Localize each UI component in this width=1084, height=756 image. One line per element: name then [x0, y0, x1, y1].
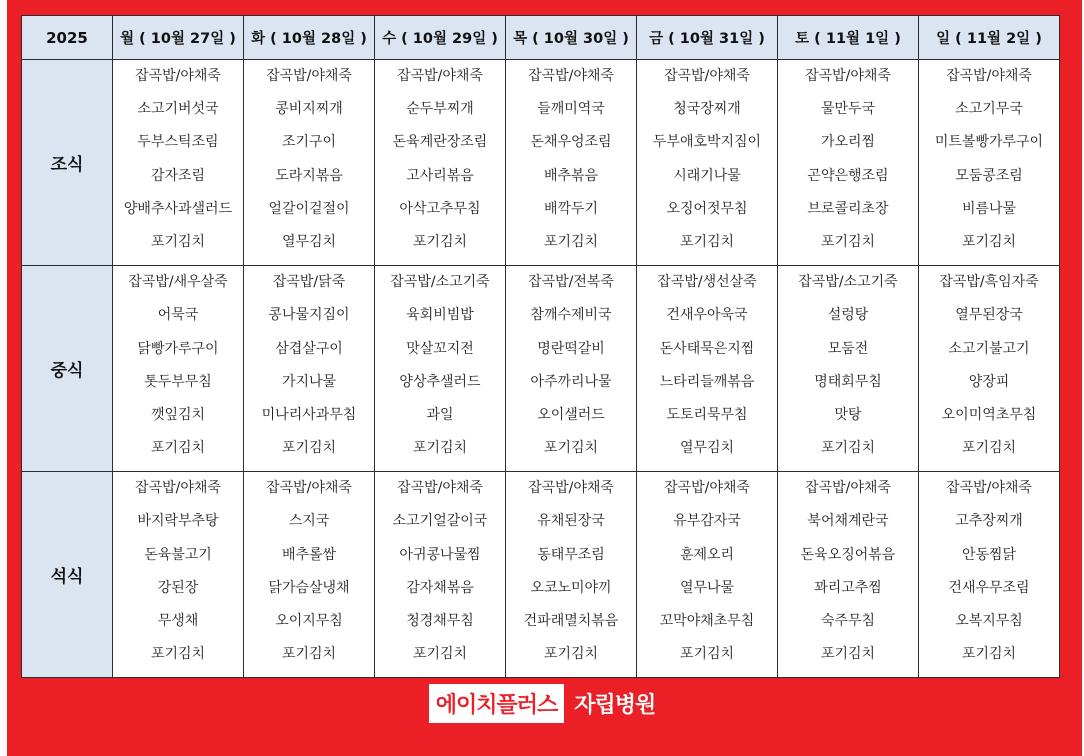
dish-item: 잡곡밥/야채죽: [664, 68, 750, 84]
dish-item: 훈제오리: [679, 546, 735, 563]
dish-item: 돈육불고기: [144, 546, 212, 563]
dish-item: 포기김치: [543, 440, 599, 457]
dish-list: [919, 472, 1059, 677]
dish-item: 얼갈이겉절이: [268, 200, 350, 217]
menu-cell-dinner-tue: [244, 472, 375, 678]
dish-item: 미나리사과무침: [261, 406, 357, 423]
meal-row-breakfast: [22, 60, 1060, 266]
dish-list: [113, 60, 243, 265]
dish-item: 잡곡밥/야채죽: [397, 480, 483, 497]
dish-item: 열무나물: [679, 579, 735, 596]
menu-cell-lunch-sat: [778, 266, 919, 472]
dish-item: 포기김치: [820, 233, 876, 250]
dish-item: 가오리찜: [820, 134, 876, 151]
dish-list: [637, 472, 777, 677]
dish-item: 아삭고추무침: [399, 200, 481, 217]
dish-item: 닭가슴살냉채: [268, 579, 350, 596]
dish-item: 모둠전: [827, 340, 869, 357]
dish-item: 배추롤쌈: [281, 546, 337, 563]
dish-item: 콩나물지짐이: [268, 307, 350, 324]
dish-item: 잡곡밥/소고기죽: [798, 274, 898, 291]
dish-item: 바지락부추탕: [137, 513, 219, 530]
meal-row-dinner: [22, 472, 1060, 678]
day-header-wed: 수 ( 10월 29일 ): [375, 16, 506, 60]
menu-cell-dinner-fri: [637, 472, 778, 678]
dish-item: 삼겹살구이: [275, 340, 343, 357]
dish-item: 깻잎김치: [150, 406, 206, 423]
dish-item: 잡곡밥/생선살죽: [657, 274, 757, 291]
dish-item: 포기김치: [281, 646, 337, 663]
menu-cell-dinner-wed: [375, 472, 506, 678]
dish-item: 고사리볶음: [406, 167, 474, 184]
dish-list: [506, 266, 636, 471]
dish-item: 포기김치: [679, 233, 735, 250]
dish-item: 포기김치: [961, 440, 1017, 457]
dish-item: 양상추샐러드: [399, 373, 481, 390]
dish-item: 포기김치: [150, 646, 206, 663]
dish-list: [244, 266, 374, 471]
dish-item: 포기김치: [679, 646, 735, 663]
dish-item: 북어채계란국: [807, 513, 889, 530]
dish-item: 배추볶음: [543, 167, 599, 184]
dish-item: 두부애호박지짐이: [652, 134, 762, 151]
day-header-tue: 화 ( 10월 28일 ): [244, 16, 375, 60]
dish-item: 잡곡밥/야채죽: [135, 68, 221, 84]
dish-item: 청국장찌개: [673, 101, 741, 118]
dish-item: 소고기얼갈이국: [392, 513, 488, 530]
dish-item: 명태회무침: [814, 373, 882, 390]
dish-item: 순두부찌개: [406, 101, 474, 118]
dish-item: 건파래멸치볶음: [523, 613, 619, 629]
menu-cell-dinner-mon: [113, 472, 244, 678]
dish-item: 동태무조림: [537, 546, 605, 563]
dish-item: 잡곡밥/닭죽: [272, 274, 346, 291]
meal-row-lunch: [22, 266, 1060, 472]
menu-cell-lunch-fri: [637, 266, 778, 472]
dish-item: 꽈리고추찜: [814, 579, 882, 596]
dish-item: 양배추사과샐러드: [123, 200, 233, 217]
dish-item: 포기김치: [412, 646, 468, 663]
dish-item: 포기김치: [820, 646, 876, 663]
dish-item: 열무된장국: [955, 307, 1023, 324]
dish-item: 육회비빔밥: [406, 307, 474, 324]
dish-item: 잡곡밥/흑임자죽: [939, 274, 1039, 291]
dish-item: 잡곡밥/야채죽: [805, 68, 891, 84]
dish-item: 물만두국: [820, 101, 876, 118]
dish-item: 포기김치: [820, 440, 876, 457]
footer-logo: [0, 683, 1084, 723]
meal-label-lunch: 중식: [22, 266, 113, 472]
dish-item: 포기김치: [150, 233, 206, 250]
dish-list: [919, 60, 1059, 265]
dish-item: 열무김치: [281, 233, 337, 250]
dish-item: 감자채볶음: [406, 579, 474, 596]
menu-cell-dinner-sun: [919, 472, 1060, 678]
dish-item: 청경채무침: [406, 613, 474, 629]
dish-item: 양장피: [968, 373, 1010, 390]
dish-item: 강된장: [157, 579, 199, 596]
dish-item: 잡곡밥/야채죽: [664, 480, 750, 497]
dish-item: 소고기버섯국: [137, 101, 219, 118]
dish-item: 오코노미야끼: [530, 579, 612, 596]
dish-item: 감자조림: [150, 167, 206, 184]
dish-item: 명란떡갈비: [537, 340, 605, 357]
dish-item: 시래기나물: [673, 167, 741, 184]
dish-item: 유부감자국: [673, 513, 741, 530]
dish-item: 닭빵가루구이: [137, 340, 219, 357]
menu-cell-lunch-mon: [113, 266, 244, 472]
dish-list: [375, 60, 505, 265]
menu-cell-lunch-sun: [919, 266, 1060, 472]
dish-item: 유채된장국: [537, 513, 605, 530]
year-header: 2025: [22, 16, 113, 60]
dish-item: 도토리묵무침: [666, 406, 748, 423]
menu-cell-breakfast-sat: [778, 60, 919, 266]
dish-list: [778, 472, 918, 677]
dish-item: 잡곡밥/야채죽: [266, 68, 352, 84]
dish-item: 조기구이: [281, 134, 337, 151]
dish-item: 스지국: [288, 513, 330, 530]
dish-item: 잡곡밥/야채죽: [135, 480, 221, 497]
dish-list: [244, 472, 374, 677]
dish-list: [778, 60, 918, 265]
dish-item: 미트볼빵가루구이: [934, 134, 1044, 151]
dish-item: 포기김치: [961, 233, 1017, 250]
dish-item: 포기김치: [281, 440, 337, 457]
menu-cell-breakfast-sun: [919, 60, 1060, 266]
dish-item: 톳두부무침: [144, 373, 212, 390]
dish-item: 오징어젓무침: [666, 200, 748, 217]
dish-item: 돈육오징어볶음: [800, 546, 896, 563]
dish-list: [778, 266, 918, 471]
dish-item: 들깨미역국: [537, 101, 605, 118]
dish-item: 잡곡밥/야채죽: [946, 480, 1032, 497]
dish-item: 잡곡밥/새우살죽: [128, 274, 228, 291]
menu-cell-lunch-tue: [244, 266, 375, 472]
menu-cell-breakfast-tue: [244, 60, 375, 266]
dish-item: 무생채: [157, 613, 199, 629]
dish-item: 콩비지찌개: [275, 101, 343, 118]
dish-item: 잡곡밥/야채죽: [397, 68, 483, 84]
dish-item: 아주까리나물: [530, 373, 612, 390]
day-header-sun: 일 ( 11월 2일 ): [919, 16, 1060, 60]
dish-list: [506, 60, 636, 265]
dish-item: 열무김치: [679, 440, 735, 457]
dish-item: 도라지볶음: [275, 167, 343, 184]
dish-item: 잡곡밥/야채죽: [266, 480, 352, 497]
dish-item: 돈사태묵은지찜: [659, 340, 755, 357]
dish-item: 비름나물: [961, 200, 1017, 217]
brand-logo: 에이치플러스: [429, 684, 565, 723]
dish-item: 포기김치: [543, 646, 599, 663]
dish-item: 건새우무조림: [948, 579, 1030, 596]
menu-cell-dinner-sat: [778, 472, 919, 678]
dish-item: 건새우아욱국: [666, 307, 748, 324]
meal-label-dinner: 석식: [22, 472, 113, 678]
dish-item: 꼬막야채초무침: [659, 613, 755, 629]
dish-list: [637, 60, 777, 265]
dish-item: 두부스틱조림: [137, 134, 219, 151]
dish-item: 포기김치: [412, 440, 468, 457]
dish-item: 잡곡밥/소고기죽: [390, 274, 490, 291]
dish-list: [244, 60, 374, 265]
dish-item: 설렁탕: [827, 307, 869, 324]
dish-item: 곤약은행조림: [807, 167, 889, 184]
dish-item: 잡곡밥/야채죽: [805, 480, 891, 497]
menu-cell-lunch-wed: [375, 266, 506, 472]
dish-item: 모둠콩조림: [955, 167, 1023, 184]
dish-item: 포기김치: [412, 233, 468, 250]
day-header-sat: 토 ( 11월 1일 ): [778, 16, 919, 60]
dish-list: [506, 472, 636, 677]
dish-item: 과일: [426, 406, 454, 423]
menu-cell-breakfast-thu: [506, 60, 637, 266]
dish-item: 가지나물: [281, 373, 337, 390]
dish-item: 잡곡밥/야채죽: [946, 68, 1032, 84]
dish-list: [637, 266, 777, 471]
dish-list: [375, 266, 505, 471]
dish-item: 잡곡밥/야채죽: [528, 480, 614, 497]
dish-item: 포기김치: [961, 646, 1017, 663]
weekly-menu-table: [21, 15, 1060, 678]
dish-item: 잡곡밥/전복죽: [528, 274, 614, 291]
meal-label-breakfast: 조식: [22, 60, 113, 266]
dish-item: 브로콜리초장: [807, 200, 889, 217]
day-header-thu: 목 ( 10월 30일 ): [506, 16, 637, 60]
dish-item: 맛살꼬지전: [406, 340, 474, 357]
menu-cell-breakfast-fri: [637, 60, 778, 266]
dish-item: 소고기무국: [955, 101, 1023, 118]
dish-item: 잡곡밥/야채죽: [528, 68, 614, 84]
dish-item: 오이지무침: [275, 613, 343, 629]
dish-list: [113, 266, 243, 471]
dish-item: 참깨수제비국: [530, 307, 612, 324]
dish-item: 돈육계란장조림: [392, 134, 488, 151]
day-header-fri: 금 ( 10월 31일 ): [637, 16, 778, 60]
dish-item: 소고기불고기: [948, 340, 1030, 357]
dish-item: 돈채우엉조림: [530, 134, 612, 151]
dish-item: 배깍두기: [543, 200, 599, 217]
menu-cell-breakfast-mon: [113, 60, 244, 266]
hospital-name: 자립병원: [574, 692, 656, 718]
dish-item: 안동찜닭: [961, 546, 1017, 563]
header-row: [22, 16, 1060, 60]
dish-list: [375, 472, 505, 677]
dish-item: 포기김치: [543, 233, 599, 250]
dish-item: 맛탕: [834, 406, 862, 423]
menu-cell-lunch-thu: [506, 266, 637, 472]
dish-item: 아귀콩나물찜: [399, 546, 481, 563]
day-header-mon: 월 ( 10월 27일 ): [113, 16, 244, 60]
dish-item: 숙주무침: [820, 613, 876, 629]
menu-cell-breakfast-wed: [375, 60, 506, 266]
dish-list: [113, 472, 243, 677]
dish-item: 느타리들깨볶음: [659, 373, 755, 390]
dish-item: 고추장찌개: [955, 513, 1023, 530]
dish-item: 오복지무침: [955, 613, 1023, 629]
dish-list: [919, 266, 1059, 471]
dish-item: 포기김치: [150, 440, 206, 457]
menu-cell-dinner-thu: [506, 472, 637, 678]
dish-item: 오이샐러드: [537, 406, 605, 423]
dish-item: 오이미역초무침: [941, 406, 1037, 423]
dish-item: 어묵국: [157, 307, 199, 324]
